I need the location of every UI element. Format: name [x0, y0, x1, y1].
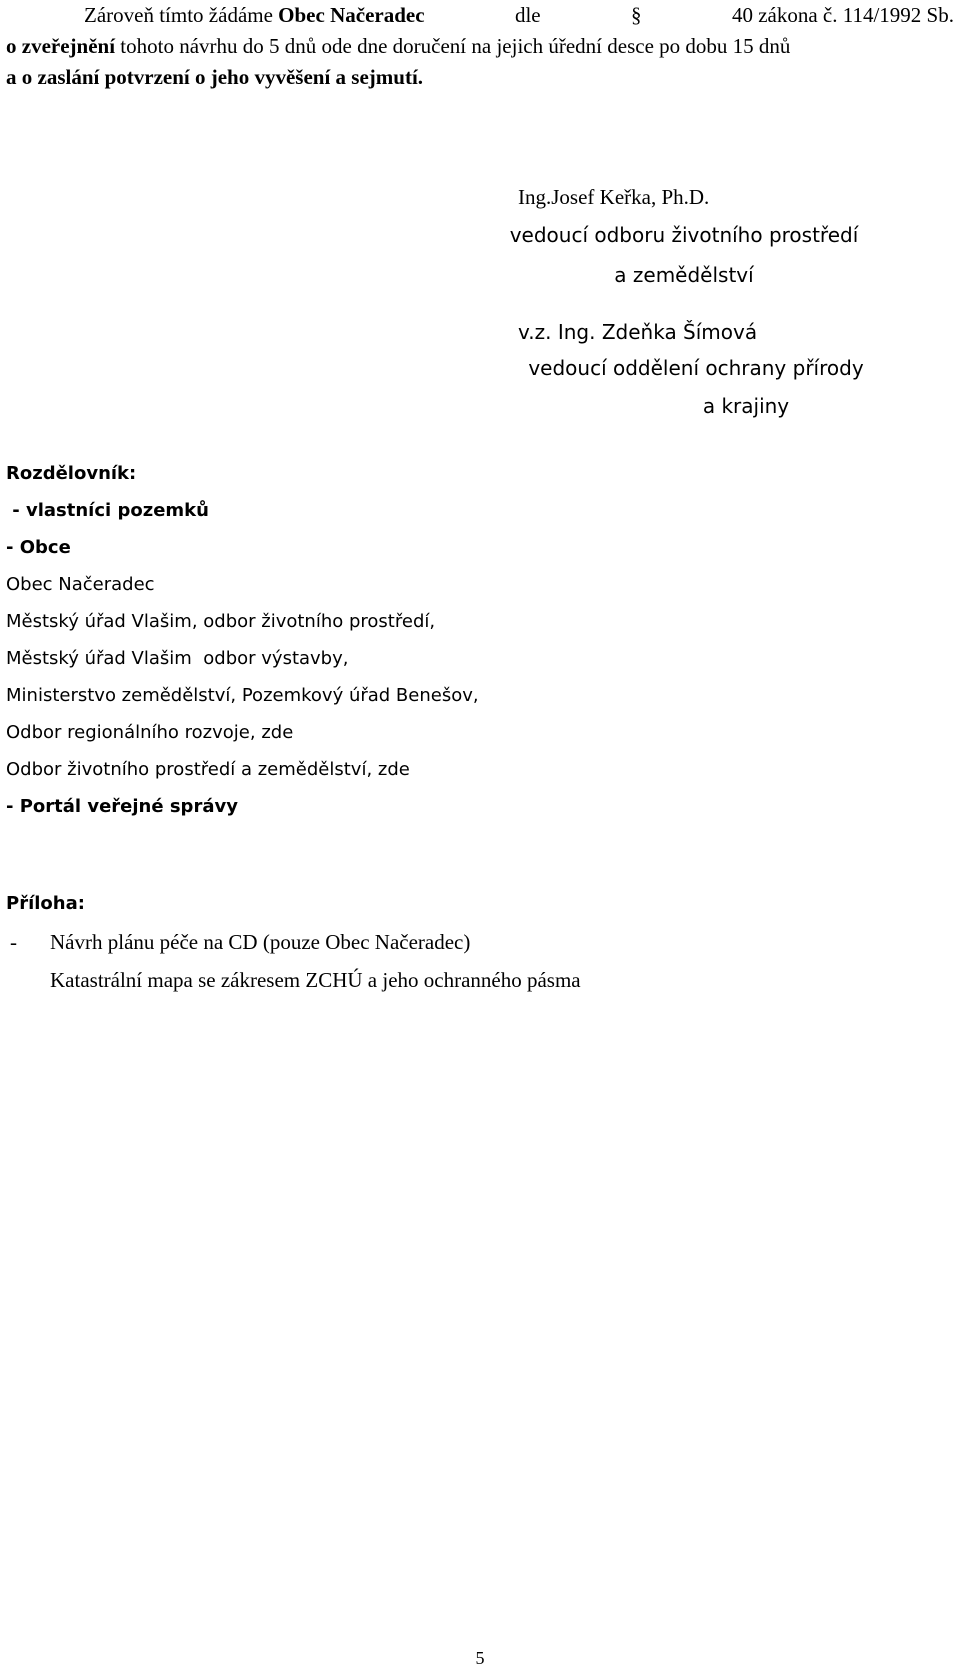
intro-line3: a o zaslání potvrzení o jeho vyvěšení a sejmutí. — [6, 65, 424, 89]
list-item: - Portál veřejné správy — [6, 796, 238, 817]
signatory-title: vedoucí odboru životního prostředí — [509, 223, 859, 247]
distribution-list — [6, 455, 479, 825]
signatory-name: Ing.Josef Keřka, Ph.D. — [518, 185, 710, 209]
list-item: Městský úřad Vlašim, odbor životního prostředí, — [6, 611, 436, 632]
section-sign: § — [631, 3, 642, 27]
annex-item-text: Návrh plánu péče na CD (pouze Obec Načeradec) — [50, 930, 471, 954]
distribution-heading: Rozdělovník: — [6, 463, 137, 484]
annex-section — [6, 885, 581, 999]
intro-line2-bold: o zveřejnění — [6, 34, 116, 58]
intro-line-2 — [6, 31, 954, 62]
intro-line1-start: Zároveň tímto žádáme — [84, 3, 279, 27]
list-item: Obec Načeradec — [6, 574, 155, 595]
annex-heading: Příloha: — [6, 893, 85, 914]
intro-line-3 — [6, 62, 954, 93]
signatory-name: v.z. Ing. Zdeňka Šímová — [518, 320, 758, 344]
page-number: 5 — [475, 1648, 485, 1668]
annex-item — [6, 961, 581, 999]
intro-municipality: Obec Načeradec — [278, 3, 425, 27]
intro-paragraph — [6, 0, 954, 93]
intro-line1-mid: dle — [514, 3, 541, 27]
intro-line1-end: 40 zákona č. 114/1992 Sb. — [731, 3, 954, 27]
intro-line-1 — [6, 0, 954, 31]
signatory-title: vedoucí oddělení ochrany přírody — [528, 356, 864, 380]
signature-block-1 — [486, 179, 882, 295]
annex-item-text: Katastrální mapa se zákresem ZCHÚ a jeho ochranného pásma — [50, 968, 581, 992]
annex-bullet: - — [10, 930, 17, 954]
list-item: - vlastníci pozemků — [6, 500, 209, 521]
signatory-title-line2: a krajiny — [702, 394, 790, 418]
list-item: - Obce — [6, 537, 71, 558]
signature-block-2 — [518, 315, 874, 425]
list-item: Ministerstvo zemědělství, Pozemkový úřad Benešov, — [6, 685, 479, 706]
signatory-title-line2: a zemědělství — [614, 263, 754, 287]
annex-item — [6, 923, 581, 961]
list-item: Městský úřad Vlašim odbor výstavby, — [6, 648, 349, 669]
list-item: Odbor regionálního rozvoje, zde — [6, 722, 294, 743]
list-item: Odbor životního prostředí a zemědělství, zde — [6, 759, 410, 780]
intro-line2-rest: tohoto návrhu do 5 dnů ode dne doručení na jejich úřední desce po dobu 15 dnů — [115, 34, 791, 58]
